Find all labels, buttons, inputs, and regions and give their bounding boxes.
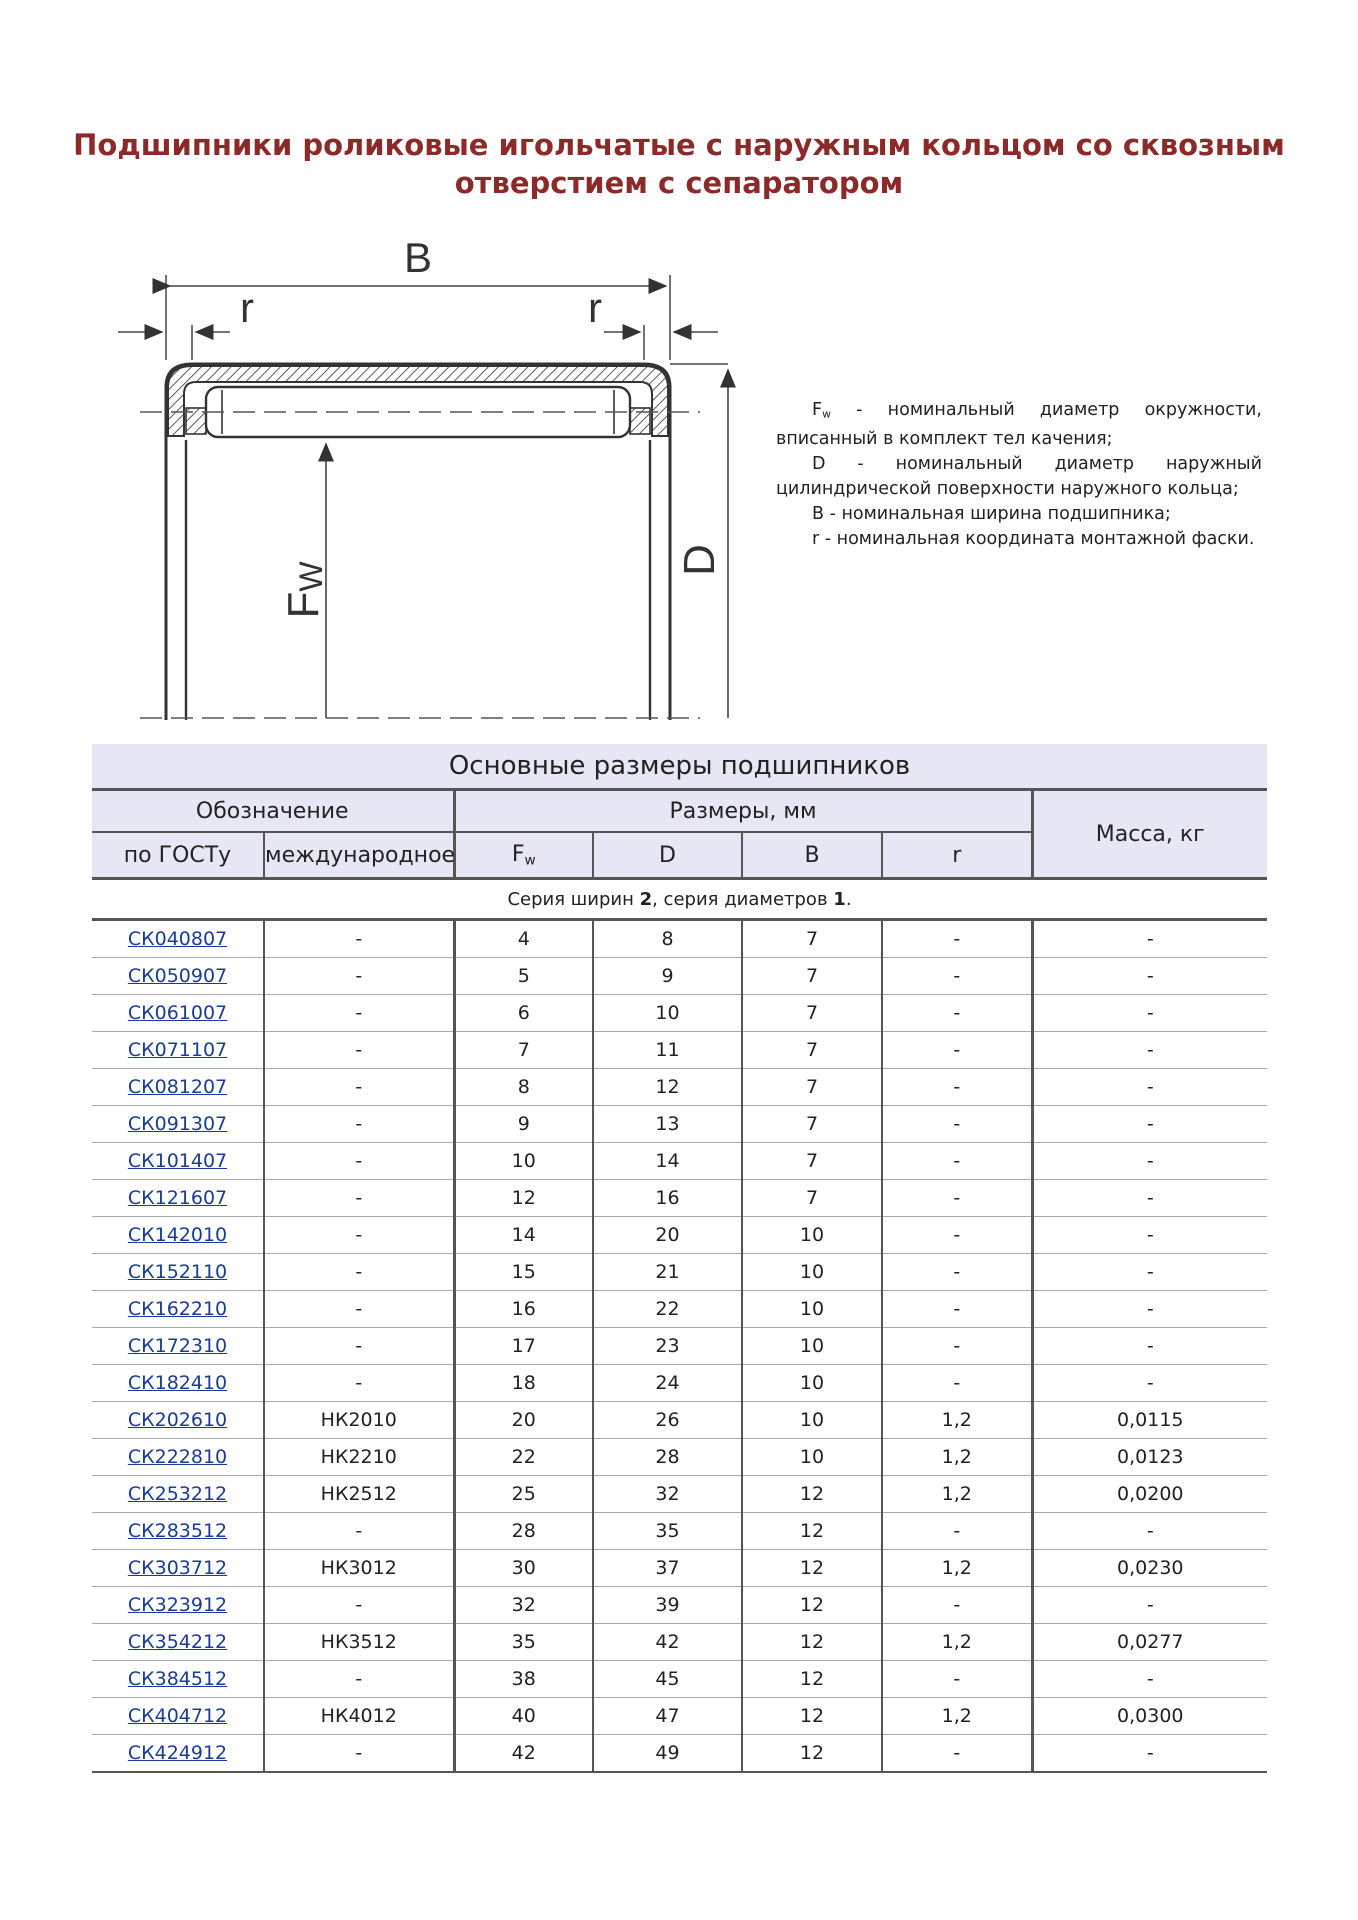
mass-value-cell: - — [1032, 1513, 1267, 1550]
legend-r: r - номинальная координата монтажной фаски. — [812, 528, 1255, 549]
intl-code-cell: - — [264, 920, 454, 958]
fw-value-cell: 8 — [454, 1069, 593, 1106]
mass-value-cell: - — [1032, 1735, 1267, 1773]
mass-value-cell: - — [1032, 1217, 1267, 1254]
b-value-cell: 12 — [742, 1550, 882, 1587]
table-row — [92, 1402, 1267, 1439]
header-international: международное — [264, 832, 454, 879]
mass-value-cell: - — [1032, 1661, 1267, 1698]
r-value-cell: - — [882, 995, 1032, 1032]
mass-value-cell: - — [1032, 1069, 1267, 1106]
gost-code-link[interactable]: СК323912 — [127, 1594, 228, 1616]
d-value-cell: 16 — [593, 1180, 742, 1217]
mass-value-cell: 0,0230 — [1032, 1550, 1267, 1587]
d-value-cell: 45 — [593, 1661, 742, 1698]
b-value-cell: 10 — [742, 1254, 882, 1291]
d-value-cell: 20 — [593, 1217, 742, 1254]
header-fw: $F_w$ — [454, 832, 593, 879]
legend-d-cont: цилиндрической поверхности наружного кольца; — [776, 478, 1239, 499]
gost-code-cell[interactable] — [92, 1624, 264, 1661]
gost-code-link[interactable]: СК142010 — [127, 1224, 228, 1246]
intl-code-cell: - — [264, 1180, 454, 1217]
intl-code-cell: НК2010 — [264, 1402, 454, 1439]
fw-value-cell: 10 — [454, 1143, 593, 1180]
table-row — [92, 1439, 1267, 1476]
intl-code-cell: - — [264, 1217, 454, 1254]
fw-value-cell: 18 — [454, 1365, 593, 1402]
mass-value-cell: - — [1032, 1254, 1267, 1291]
b-value-cell: 10 — [742, 1291, 882, 1328]
b-value-cell: 7 — [742, 1106, 882, 1143]
d-value-cell: 42 — [593, 1624, 742, 1661]
intl-code-cell: - — [264, 958, 454, 995]
table-caption: Основные размеры подшипников — [92, 744, 1267, 790]
gost-code-cell[interactable] — [92, 958, 264, 995]
mass-value-cell: - — [1032, 1328, 1267, 1365]
fw-value-cell: 42 — [454, 1735, 593, 1773]
gost-code-cell[interactable] — [92, 1254, 264, 1291]
gost-code-link[interactable]: СК050907 — [127, 965, 228, 987]
r-value-cell: - — [882, 1587, 1032, 1624]
b-value-cell: 12 — [742, 1513, 882, 1550]
b-value-cell: 10 — [742, 1402, 882, 1439]
table-row — [92, 1328, 1267, 1365]
gost-code-link[interactable]: СК081207 — [127, 1076, 228, 1098]
mass-value-cell: 0,0200 — [1032, 1476, 1267, 1513]
header-gost: по ГОСТу — [92, 832, 264, 879]
table-row — [92, 1291, 1267, 1328]
table-row — [92, 1217, 1267, 1254]
r-value-cell: - — [882, 1291, 1032, 1328]
fw-value-cell: 28 — [454, 1513, 593, 1550]
b-value-cell: 7 — [742, 995, 882, 1032]
table-row — [92, 1698, 1267, 1735]
intl-code-cell: - — [264, 1513, 454, 1550]
r-value-cell: 1,2 — [882, 1624, 1032, 1661]
gost-code-cell[interactable] — [92, 1328, 264, 1365]
gost-code-cell[interactable] — [92, 1402, 264, 1439]
r-value-cell: - — [882, 1735, 1032, 1773]
d-value-cell: 11 — [593, 1032, 742, 1069]
b-value-cell: 7 — [742, 1143, 882, 1180]
mass-value-cell: 0,0115 — [1032, 1402, 1267, 1439]
mass-value-cell: - — [1032, 958, 1267, 995]
fw-value-cell: 20 — [454, 1402, 593, 1439]
b-value-cell: 7 — [742, 1032, 882, 1069]
intl-code-cell: НК2512 — [264, 1476, 454, 1513]
dim-r-right-label: r — [588, 284, 602, 331]
b-value-cell: 10 — [742, 1365, 882, 1402]
table-row — [92, 1069, 1267, 1106]
mass-value-cell: - — [1032, 1180, 1267, 1217]
table-row — [92, 1143, 1267, 1180]
r-value-cell: - — [882, 920, 1032, 958]
r-value-cell: 1,2 — [882, 1439, 1032, 1476]
b-value-cell: 10 — [742, 1328, 882, 1365]
legend-b: B - номинальная ширина подшипника; — [812, 503, 1171, 524]
gost-code-link[interactable]: СК202610 — [127, 1409, 228, 1431]
mass-value-cell: - — [1032, 1291, 1267, 1328]
d-value-cell: 21 — [593, 1254, 742, 1291]
legend-fw-cont: вписанный в комплект тел качения; — [776, 428, 1113, 449]
gost-code-link[interactable]: СК424912 — [127, 1742, 228, 1764]
d-value-cell: 9 — [593, 958, 742, 995]
mass-value-cell: - — [1032, 920, 1267, 958]
r-value-cell: - — [882, 1661, 1032, 1698]
b-value-cell: 7 — [742, 958, 882, 995]
gost-code-link[interactable]: СК061007 — [127, 1002, 228, 1024]
fw-value-cell: 5 — [454, 958, 593, 995]
fw-value-cell: 16 — [454, 1291, 593, 1328]
gost-code-link[interactable]: СК121607 — [127, 1187, 228, 1209]
gost-code-cell[interactable] — [92, 1180, 264, 1217]
fw-value-cell: 6 — [454, 995, 593, 1032]
intl-code-cell: НК2210 — [264, 1439, 454, 1476]
legend — [776, 398, 1262, 552]
fw-value-cell: 38 — [454, 1661, 593, 1698]
r-value-cell: - — [882, 1328, 1032, 1365]
fw-value-cell: 22 — [454, 1439, 593, 1476]
table-row — [92, 1476, 1267, 1513]
r-value-cell: - — [882, 1180, 1032, 1217]
series-row: Серия ширин 2, серия диаметров 1. — [92, 879, 1267, 920]
mass-value-cell: 0,0277 — [1032, 1624, 1267, 1661]
bearing-drawing — [100, 230, 740, 730]
r-value-cell: - — [882, 1032, 1032, 1069]
title-line-1: Подшипники роликовые игольчатые с наружным кольцом со сквозным — [73, 128, 1285, 162]
d-value-cell: 10 — [593, 995, 742, 1032]
mass-value-cell: 0,0123 — [1032, 1439, 1267, 1476]
r-value-cell: 1,2 — [882, 1402, 1032, 1439]
table-row — [92, 1365, 1267, 1402]
d-value-cell: 24 — [593, 1365, 742, 1402]
d-value-cell: 28 — [593, 1439, 742, 1476]
gost-code-link[interactable]: СК040807 — [127, 928, 228, 950]
gost-code-link[interactable]: СК253212 — [127, 1483, 228, 1505]
table-row — [92, 1106, 1267, 1143]
intl-code-cell: НК3012 — [264, 1550, 454, 1587]
intl-code-cell: - — [264, 1661, 454, 1698]
d-value-cell: 14 — [593, 1143, 742, 1180]
r-value-cell: - — [882, 1217, 1032, 1254]
b-value-cell: 12 — [742, 1698, 882, 1735]
table-row — [92, 1032, 1267, 1069]
gost-code-cell[interactable] — [92, 1365, 264, 1402]
mass-value-cell: - — [1032, 1365, 1267, 1402]
fw-value-cell: 4 — [454, 920, 593, 958]
gost-code-cell[interactable] — [92, 1069, 264, 1106]
page-title — [60, 126, 1298, 202]
intl-code-cell: - — [264, 995, 454, 1032]
fw-value-cell: 9 — [454, 1106, 593, 1143]
gost-code-link[interactable]: СК384512 — [127, 1668, 228, 1690]
fw-value-cell: 30 — [454, 1550, 593, 1587]
gost-code-cell[interactable] — [92, 1476, 264, 1513]
intl-code-cell: - — [264, 1254, 454, 1291]
d-value-cell: 39 — [593, 1587, 742, 1624]
gost-code-cell[interactable] — [92, 1735, 264, 1773]
header-b: B — [742, 832, 882, 879]
intl-code-cell: - — [264, 1106, 454, 1143]
gost-code-cell[interactable] — [92, 1661, 264, 1698]
table-row — [92, 1587, 1267, 1624]
fw-value-cell: 15 — [454, 1254, 593, 1291]
dim-Fw-label: FW — [279, 561, 329, 619]
intl-code-cell: - — [264, 1143, 454, 1180]
intl-code-cell: - — [264, 1069, 454, 1106]
r-value-cell: 1,2 — [882, 1698, 1032, 1735]
mass-value-cell: - — [1032, 1032, 1267, 1069]
intl-code-cell: - — [264, 1735, 454, 1773]
legend-fw: $F_w$ - номинальный диаметр окружности, — [812, 400, 1262, 421]
dim-B-label: B — [403, 234, 433, 281]
fw-value-cell: 32 — [454, 1587, 593, 1624]
table-row — [92, 1661, 1267, 1698]
gost-code-link[interactable]: СК172310 — [127, 1335, 228, 1357]
r-value-cell: 1,2 — [882, 1476, 1032, 1513]
r-value-cell: - — [882, 1365, 1032, 1402]
gost-code-cell[interactable] — [92, 1439, 264, 1476]
b-value-cell: 12 — [742, 1476, 882, 1513]
d-value-cell: 32 — [593, 1476, 742, 1513]
gost-code-cell[interactable] — [92, 1587, 264, 1624]
intl-code-cell: НК4012 — [264, 1698, 454, 1735]
intl-code-cell: - — [264, 1587, 454, 1624]
mass-value-cell: - — [1032, 1143, 1267, 1180]
header-designation: Обозначение — [92, 790, 454, 833]
gost-code-cell[interactable] — [92, 920, 264, 958]
r-value-cell: - — [882, 1254, 1032, 1291]
intl-code-cell: НК3512 — [264, 1624, 454, 1661]
mass-value-cell: 0,0300 — [1032, 1698, 1267, 1735]
b-value-cell: 12 — [742, 1735, 882, 1773]
r-value-cell: - — [882, 1069, 1032, 1106]
intl-code-cell: - — [264, 1328, 454, 1365]
header-d: D — [593, 832, 742, 879]
table-row — [92, 995, 1267, 1032]
gost-code-link[interactable]: СК354212 — [127, 1631, 228, 1653]
fw-value-cell: 35 — [454, 1624, 593, 1661]
fw-value-cell: 7 — [454, 1032, 593, 1069]
gost-code-cell[interactable] — [92, 995, 264, 1032]
header-sizes: Размеры, мм — [454, 790, 1032, 833]
d-value-cell: 13 — [593, 1106, 742, 1143]
intl-code-cell: - — [264, 1032, 454, 1069]
fw-value-cell: 17 — [454, 1328, 593, 1365]
gost-code-cell[interactable] — [92, 1550, 264, 1587]
r-value-cell: 1,2 — [882, 1550, 1032, 1587]
table-row — [92, 1735, 1267, 1773]
gost-code-link[interactable]: СК162210 — [127, 1298, 228, 1320]
gost-code-cell[interactable] — [92, 1143, 264, 1180]
b-value-cell: 10 — [742, 1439, 882, 1476]
table-row — [92, 1180, 1267, 1217]
fw-value-cell: 25 — [454, 1476, 593, 1513]
gost-code-link[interactable]: СК303712 — [127, 1557, 228, 1579]
dim-D-label: D — [675, 544, 724, 576]
table-row — [92, 1513, 1267, 1550]
intl-code-cell: - — [264, 1365, 454, 1402]
gost-code-link[interactable]: СК071107 — [127, 1039, 228, 1061]
r-value-cell: - — [882, 1513, 1032, 1550]
dimensions-table — [92, 744, 1267, 1773]
gost-code-cell[interactable] — [92, 1698, 264, 1735]
r-value-cell: - — [882, 1106, 1032, 1143]
mass-value-cell: - — [1032, 995, 1267, 1032]
d-value-cell: 8 — [593, 920, 742, 958]
d-value-cell: 49 — [593, 1735, 742, 1773]
d-value-cell: 26 — [593, 1402, 742, 1439]
d-value-cell: 37 — [593, 1550, 742, 1587]
gost-code-link[interactable]: СК404712 — [127, 1705, 228, 1727]
title-line-2: отверстием с сепаратором — [454, 166, 904, 200]
d-value-cell: 23 — [593, 1328, 742, 1365]
table-row — [92, 958, 1267, 995]
d-value-cell: 22 — [593, 1291, 742, 1328]
b-value-cell: 12 — [742, 1661, 882, 1698]
gost-code-link[interactable]: СК152110 — [127, 1261, 228, 1283]
gost-code-cell[interactable] — [92, 1513, 264, 1550]
table-row — [92, 1550, 1267, 1587]
gost-code-link[interactable]: СК182410 — [127, 1372, 228, 1394]
table-row — [92, 1624, 1267, 1661]
table-row — [92, 1254, 1267, 1291]
r-value-cell: - — [882, 958, 1032, 995]
gost-code-link[interactable]: СК283512 — [127, 1520, 228, 1542]
gost-code-link[interactable]: СК091307 — [127, 1113, 228, 1135]
b-value-cell: 10 — [742, 1217, 882, 1254]
gost-code-cell[interactable] — [92, 1032, 264, 1069]
gost-code-cell[interactable] — [92, 1106, 264, 1143]
fw-value-cell: 12 — [454, 1180, 593, 1217]
dim-r-left-label: r — [240, 284, 254, 331]
b-value-cell: 12 — [742, 1624, 882, 1661]
header-r: r — [882, 832, 1032, 879]
gost-code-link[interactable]: СК222810 — [127, 1446, 228, 1468]
header-mass: Масса, кг — [1032, 790, 1267, 879]
b-value-cell: 7 — [742, 1180, 882, 1217]
d-value-cell: 35 — [593, 1513, 742, 1550]
gost-code-cell[interactable] — [92, 1217, 264, 1254]
legend-d: D - номинальный диаметр наружный — [812, 453, 1262, 474]
mass-value-cell: - — [1032, 1106, 1267, 1143]
r-value-cell: - — [882, 1143, 1032, 1180]
mass-value-cell: - — [1032, 1587, 1267, 1624]
intl-code-cell: - — [264, 1291, 454, 1328]
gost-code-cell[interactable] — [92, 1291, 264, 1328]
fw-value-cell: 40 — [454, 1698, 593, 1735]
gost-code-link[interactable]: СК101407 — [127, 1150, 228, 1172]
fw-value-cell: 14 — [454, 1217, 593, 1254]
d-value-cell: 47 — [593, 1698, 742, 1735]
b-value-cell: 7 — [742, 1069, 882, 1106]
b-value-cell: 7 — [742, 920, 882, 958]
b-value-cell: 12 — [742, 1587, 882, 1624]
d-value-cell: 12 — [593, 1069, 742, 1106]
table-row — [92, 920, 1267, 958]
